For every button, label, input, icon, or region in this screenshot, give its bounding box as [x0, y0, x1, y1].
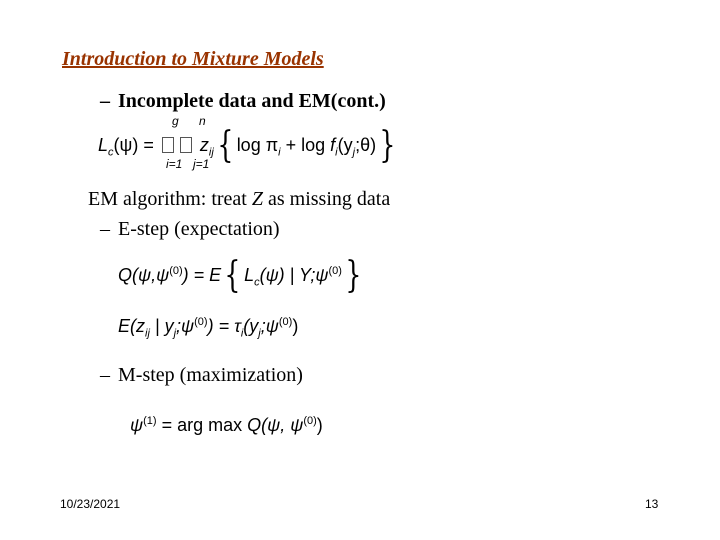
m-step-equation: $\psi^{(1)}$ = arg max Q(ψ, $\psi^{(0)}$)	[130, 415, 323, 435]
sum-upper-limit-g: g	[172, 114, 179, 128]
footer-date: 10/23/2021	[60, 497, 121, 511]
right-brace: }	[345, 255, 362, 296]
bullet-dash: –	[100, 90, 110, 112]
q-function-equation: $Q(\psi,\psi^{(0)}) = E${ $L_c(\psi)$ | $Y;\psi^{(0)}$}	[118, 255, 362, 296]
sum-lower-limit-j: j=1	[193, 157, 210, 171]
bullet-text: Incomplete data and EM(cont.)	[118, 90, 386, 112]
slide-title: Introduction to Mixture Models	[62, 48, 324, 70]
sum-lower-limit-i: i=1	[166, 157, 183, 171]
bullet-dash: –	[100, 218, 110, 240]
expectation-equation: $E(z_{ij}$ | $y_j;\psi^{(0)}$) = $\tau_i(y_j;\psi^{(0)})$	[118, 316, 299, 340]
left-brace: {	[217, 125, 234, 166]
em-algorithm-line: EM algorithm: treat Z as missing data	[88, 188, 391, 210]
sum-symbol	[162, 137, 174, 153]
bullet-dash: –	[100, 364, 110, 386]
bullet-e-step: – E-step (expectation)	[100, 218, 280, 240]
page-number: 13	[645, 497, 659, 511]
bullet-m-step: – M-step (maximization)	[100, 364, 303, 386]
left-brace: {	[224, 255, 241, 296]
complete-log-likelihood-equation: $L_c(\psi) = z_{ij}${ $\log \pi_i + \log$ $f_i(y_j;\theta)$}	[98, 125, 396, 166]
bullet-incomplete-data	[100, 90, 386, 113]
right-brace: }	[379, 125, 396, 166]
sum-upper-limit-n: n	[199, 114, 206, 128]
sum-symbol	[180, 137, 192, 153]
